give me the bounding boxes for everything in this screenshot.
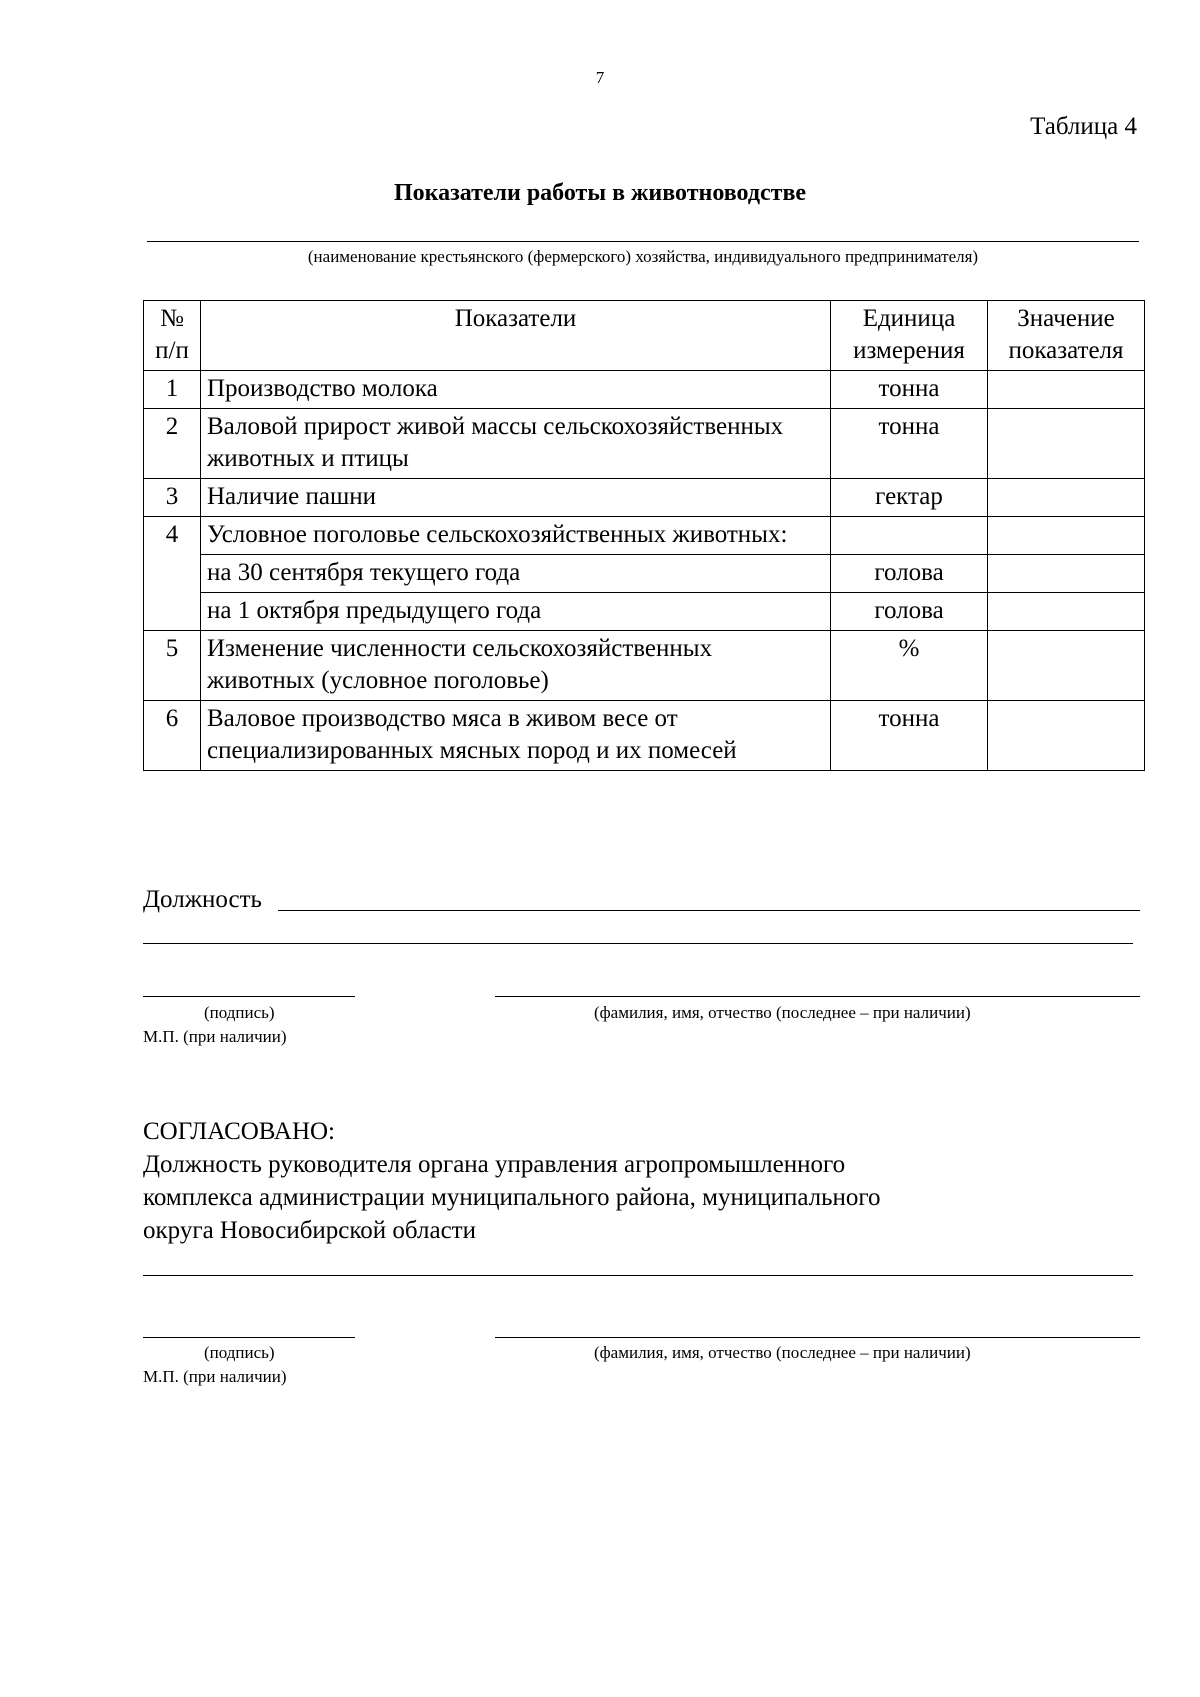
row-number: 3 (144, 479, 201, 517)
page-number: 7 (595, 68, 605, 87)
fio-caption: (фамилия, имя, отчество (последнее – при наличии) (594, 1343, 971, 1362)
row-indicator: Изменение численности сельскохозяйственных животных (условное поголовье) (201, 631, 831, 701)
row-value-cell[interactable] (988, 409, 1145, 479)
table-label: Таблица 4 (1030, 113, 1137, 140)
row-value-cell[interactable] (988, 701, 1145, 771)
row-unit (831, 517, 988, 555)
agreed-position-line[interactable] (143, 1275, 1133, 1276)
agreed-heading: СОГЛАСОВАНО: (143, 1118, 336, 1145)
row-indicator: Производство молока (201, 371, 831, 409)
row-unit: % (831, 631, 988, 701)
row-indicator: Наличие пашни (201, 479, 831, 517)
row-value-cell[interactable] (988, 593, 1145, 631)
fio-line[interactable] (495, 1337, 1140, 1338)
row-indicator: Валовое производство мяса в живом весе от специализированных мясных пород и их помесей (201, 701, 831, 771)
stamp-label: М.П. (при наличии) (143, 1367, 287, 1386)
row-number: 1 (144, 371, 201, 409)
row-unit: тонна (831, 409, 988, 479)
row-value-cell[interactable] (988, 371, 1145, 409)
agreed-line-3: округа Новосибирской области (143, 1217, 476, 1244)
table-row (144, 479, 1145, 517)
fio-line[interactable] (495, 996, 1140, 997)
org-name-caption: (наименование крестьянского (фермерского) хозяйства, индивидуального предпринимателя) (307, 247, 979, 266)
row-unit: голова (831, 555, 988, 593)
stamp-label: М.П. (при наличии) (143, 1027, 287, 1046)
row-unit: тонна (831, 371, 988, 409)
row-indicator: на 1 октября предыдущего года (201, 593, 831, 631)
row-unit: тонна (831, 701, 988, 771)
header-num: № п/п (144, 301, 201, 371)
row-indicator: Валовой прирост живой массы сельскохозяйственных животных и птицы (201, 409, 831, 479)
indicators-table (143, 300, 1145, 771)
agreed-line-1: Должность руководителя органа управления агропромышленного (143, 1151, 846, 1178)
row-value-cell[interactable] (988, 517, 1145, 555)
position-line[interactable] (278, 910, 1140, 911)
row-number: 2 (144, 409, 201, 479)
document-title: Показатели работы в животноводстве (393, 180, 807, 206)
agreed-line-2: комплекса администрации муниципального района, муниципального (143, 1184, 881, 1211)
table-header-row (144, 301, 1145, 371)
row-value-cell[interactable] (988, 631, 1145, 701)
org-name-line[interactable] (147, 241, 1139, 242)
fio-caption: (фамилия, имя, отчество (последнее – при наличии) (594, 1003, 971, 1022)
position-label: Должность (143, 886, 262, 913)
row-value-cell[interactable] (988, 479, 1145, 517)
signature-caption: (подпись) (204, 1003, 275, 1022)
row-number: 4 (144, 517, 201, 631)
table-row (144, 555, 1145, 593)
row-value-cell[interactable] (988, 555, 1145, 593)
table-row (144, 701, 1145, 771)
position-line-2[interactable] (143, 943, 1133, 944)
row-number: 6 (144, 701, 201, 771)
header-indicators: Показатели (201, 301, 831, 371)
signature-line[interactable] (143, 996, 355, 997)
table-row (144, 371, 1145, 409)
header-value: Значение показателя (988, 301, 1145, 371)
signature-line[interactable] (143, 1337, 355, 1338)
table-row (144, 593, 1145, 631)
row-indicator: на 30 сентября текущего года (201, 555, 831, 593)
table-row (144, 631, 1145, 701)
row-unit: голова (831, 593, 988, 631)
table-row (144, 517, 1145, 555)
row-number: 5 (144, 631, 201, 701)
row-unit: гектар (831, 479, 988, 517)
table-row (144, 409, 1145, 479)
header-unit: Единица измерения (831, 301, 988, 371)
row-indicator: Условное поголовье сельскохозяйственных животных: (201, 517, 831, 555)
signature-caption: (подпись) (204, 1343, 275, 1362)
